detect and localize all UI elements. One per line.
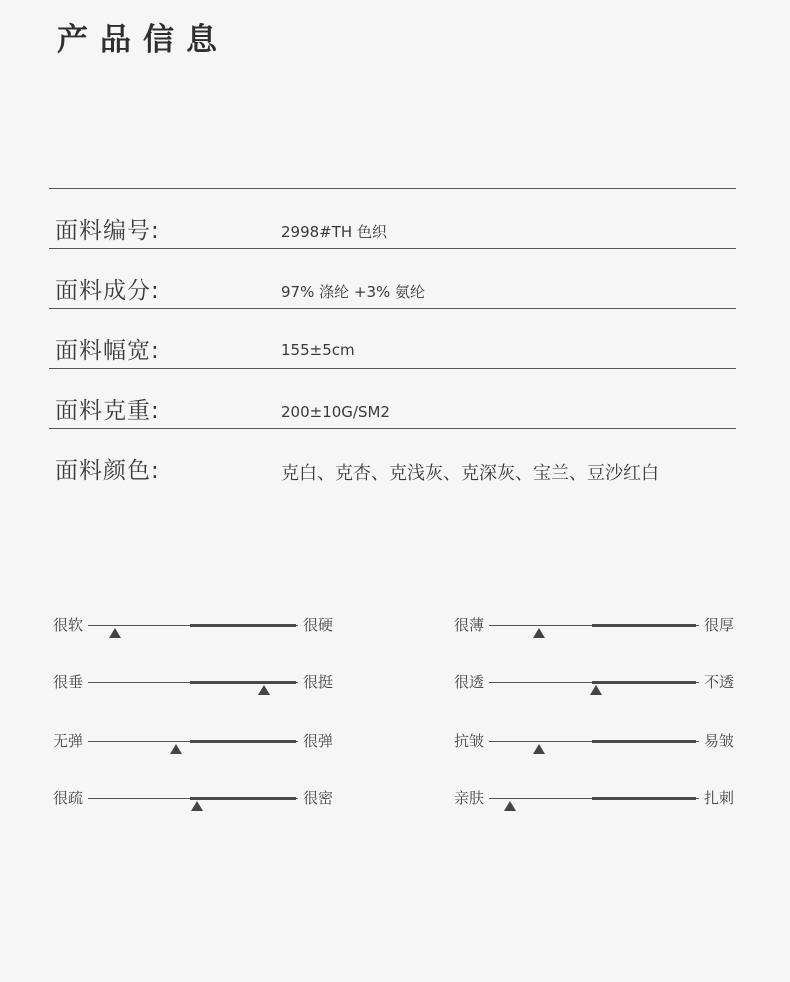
scale-marker xyxy=(590,685,602,695)
scale-left-label: 很透 xyxy=(454,673,485,691)
scale-right-label: 很密 xyxy=(303,789,334,807)
scale-thickness xyxy=(454,615,744,635)
scale-right-label: 不透 xyxy=(704,673,735,691)
scale-track-highlight xyxy=(592,681,696,684)
spec-label-fabric-code: 面料编号: xyxy=(55,218,160,244)
spec-label-composition: 面料成分: xyxy=(55,278,160,304)
scale-track-highlight xyxy=(190,797,296,800)
spec-value-width: 155±5cm xyxy=(281,341,355,359)
scale-right-label: 易皱 xyxy=(704,732,735,750)
divider xyxy=(49,428,736,429)
scale-elasticity xyxy=(53,731,343,751)
divider xyxy=(49,368,736,369)
scale-left-label: 抗皱 xyxy=(454,732,485,750)
scale-softness xyxy=(53,615,343,635)
spec-label-color: 面料颜色: xyxy=(55,458,160,484)
spec-value-composition: 97% 涤纶 +3% 氨纶 xyxy=(281,283,426,301)
scale-left-label: 亲肤 xyxy=(454,789,485,807)
scale-transparency xyxy=(454,672,744,692)
scale-track-highlight xyxy=(190,624,296,627)
scale-density xyxy=(53,788,343,808)
spec-value-fabric-code: 2998#TH 色织 xyxy=(281,223,387,241)
scale-marker xyxy=(258,685,270,695)
scale-track-highlight xyxy=(190,740,296,743)
scale-marker xyxy=(191,801,203,811)
scale-marker xyxy=(533,628,545,638)
scale-right-label: 很硬 xyxy=(303,616,334,634)
scale-left-label: 很薄 xyxy=(454,616,485,634)
scale-right-label: 很弹 xyxy=(303,732,334,750)
scale-drape xyxy=(53,672,343,692)
scale-wrinkle xyxy=(454,731,744,751)
spec-value-color: 克白、克杏、克浅灰、克深灰、宝兰、豆沙红白 xyxy=(281,463,659,484)
scale-marker xyxy=(109,628,121,638)
scale-left-label: 无弹 xyxy=(53,732,84,750)
scale-left-label: 很软 xyxy=(53,616,84,634)
scale-marker xyxy=(504,801,516,811)
spec-label-width: 面料幅宽: xyxy=(55,338,160,364)
scale-track-highlight xyxy=(592,740,696,743)
spec-value-weight: 200±10G/SM2 xyxy=(281,403,390,421)
scale-right-label: 很厚 xyxy=(704,616,735,634)
scale-track-highlight xyxy=(592,624,696,627)
scale-skin-feel xyxy=(454,788,744,808)
spec-label-weight: 面料克重: xyxy=(55,398,160,424)
scale-left-label: 很垂 xyxy=(53,673,84,691)
page-title: 产品信息 xyxy=(57,22,229,58)
divider xyxy=(49,188,736,189)
divider xyxy=(49,248,736,249)
scale-track-highlight xyxy=(190,681,296,684)
scale-right-label: 扎刺 xyxy=(704,789,735,807)
scale-right-label: 很挺 xyxy=(303,673,334,691)
scale-track-highlight xyxy=(592,797,696,800)
scale-left-label: 很疏 xyxy=(53,789,84,807)
divider xyxy=(49,308,736,309)
scale-marker xyxy=(170,744,182,754)
scale-marker xyxy=(533,744,545,754)
